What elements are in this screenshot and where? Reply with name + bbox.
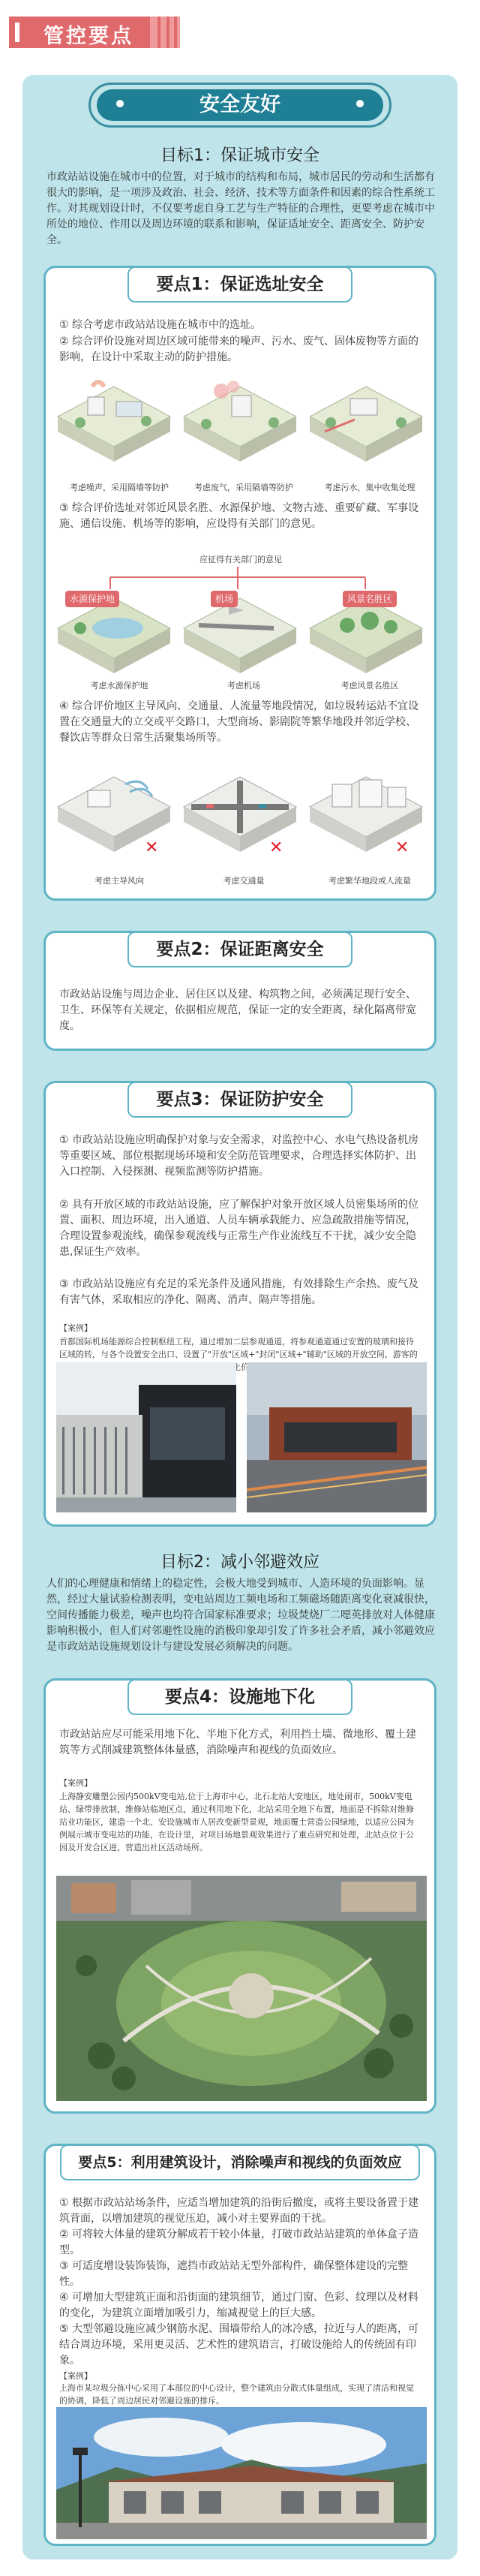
point1-item-2: ② 综合评价设施对周边区域可能带来的噪声、污水、废气、固体废物等方面的影响，在设计中采取主动的防护措施。 (59, 336, 418, 363)
point5-item-1: ① 根据市政站站场条件，应适当增加建筑的沿街后撤度，或将主要设备置于建筑背面，以增加建筑的视觉压迫，减小对主要界面的干扰。 (59, 2197, 418, 2225)
point2-text: 市政站站设施与周边企业、居住区以及建、构筑物之间，必须满足现行安全、卫生、环保等有关规定，依据相应规范，保证一定的安全距离，绿化隔离带宽度。 (59, 989, 416, 1032)
point4-case-label: 【案例】 (59, 1778, 92, 1788)
point3-item-2: ② 具有开放区域的市政站站设施，应了解保护对象开放区域人员密集场所的位置、面积、周边环境，出入通道、人员车辆承载能力、应急疏散措施等情况，合理设置参观流线，确保参观流线与正常生产作业流线互不干扰，减少安全隐患,保证生产效率。 (59, 1199, 418, 1258)
pollution-diagram (50, 376, 430, 475)
tag-airport: 机场 (211, 591, 238, 607)
section-title: 管控要点 (44, 25, 134, 48)
not-allowed-icon: ✕ (145, 838, 159, 857)
diagram1-caption-1: 考虑噪声，采用隔墙等防护 (70, 483, 169, 492)
point4-case-text: 上海静安雕塑公园内500kV变电站,位于上海市中心，北石北站大安地区，地处闹市，500kV变电站、绿带排放制，维修站临地区点，通过利用地下化，北站采用全地下布置，地面是不拆除对维修站业功能区，建造一个北、安设施城市人居改变新型景观，地面覆土营造公园绿地，以适应公园为例展示城市变电站的功能，在设计里，对项目场地景观效果进行了重点研究和处理，北站点位于公园及开发合区进，营造出社区活动场所。 (59, 1792, 414, 1852)
point3-case-label: 【案例】 (59, 1323, 92, 1333)
tag-scenic-area: 风景名胜区 (343, 591, 397, 607)
case-photo-building (56, 1362, 236, 1512)
point3-item-1: ① 市政站站设施应明确保护对象与安全需求，对监控中心、水电气热设备机房等重要区域、部位根据现场环境和安全防范管理要求，合理选择实体防护、出入口控制、入侵探测、视频监测等防护措施。 (59, 1134, 418, 1178)
goal1-title: 目标1：保证城市安全 (160, 146, 320, 165)
case-photo-street (247, 1362, 427, 1512)
point3-case-text: 首都国际机场能源综合控制枢纽工程，通过增加二层参观通道，将参观通道通过安置的玻璃和接待区域的转，与各个设置安全出口、设置了"开放"区域+"封闭"区域+"辅助"区域的开放空间，游客的 化价 (59, 1337, 418, 1372)
diagram3-caption-1: 考虑主导风向 (94, 876, 144, 886)
diagram1-caption-3: 考虑污水，集中收集处理 (324, 483, 416, 492)
not-allowed-icon: ✕ (269, 838, 284, 857)
point5-item-3: ③ 可适度增设装饰装饰，遮挡市政站站无型外部构件，确保整体建设的完整性。 (59, 2260, 408, 2288)
diagram2-caption-1: 考虑水源保护地 (90, 681, 148, 691)
point4-text: 市政站站应尽可能采用地下化、半地下化方式，利用挡土墙、微地形、覆土建筑等方式削减建筑整体体量感，消除噪声和视线的负面效应。 (59, 1729, 416, 1756)
tag-water-source: 水源保护地 (65, 591, 119, 607)
point5-item-5: ⑤ 大型邻避设施应减少钢筋水泥、围墙带给人的冰冷感，拉近与人的距离，可结合周边环境，采用更灵活、艺术性的建筑语言，打破设施给人的传统固有印象。 (59, 2323, 418, 2367)
traffic-diagram (50, 763, 430, 868)
point2-card (44, 931, 436, 1051)
diagram2-caption-3: 考虑风景名胜区 (340, 681, 399, 691)
case-photo-aerial-park (56, 1876, 427, 2101)
diagram2-top-label: 应征得有关部门的意见 (200, 555, 282, 564)
point5-title: 要点5：利用建筑设计，消除噪声和视线的负面效应 (60, 2144, 420, 2180)
point5-case-label: 【案例】 (59, 2371, 92, 2381)
diagram3-caption-3: 考虑繁华地段或人流量 (328, 876, 411, 886)
point5-card (44, 2144, 436, 2546)
point5-item-2: ② 可将较大体量的建筑分解成若干较小体量，打破市政站站建筑的单体盒子造型。 (59, 2228, 418, 2256)
section-header (0, 17, 480, 48)
case-photo-facility (56, 2407, 427, 2539)
goal1-text: 市政站站设施在城市中的位置，对于城市的结构和布局，城市居民的劳动和生活都有很大的影响，是一项涉及政治、社会、经济、技术等方面条件和因素的综合性系统工作。对其规划设计时，不仅要考虑自身工艺与生产特征的合理性，更要考虑在城市中所处的地位、作用以及周边环境的联系和影响，保证适址安全、距离安全、防护安全。 (46, 171, 435, 246)
point3-card (44, 1081, 436, 1527)
point2-title: 要点2：保证距离安全 (128, 931, 352, 968)
point5-case-text: 上海市某垃圾分拣中心采用了本部位的中心设计，整个建筑由分散式体量组成，实现了清洁和视觉的协调，降低了周边居民对邻避设施的排斥。 (59, 2383, 414, 2406)
point3-item-3: ③ 市政站站设施应有充足的采光条件及通风措施，有效排除生产余热、废气及有害气体，采取相应的净化、隔离、消声、隔声等措施。 (59, 1278, 418, 1306)
point4-title: 要点4：设施地下化 (128, 1679, 352, 1715)
banner-pill (88, 83, 392, 128)
point1-title: 要点1：保证选址安全 (128, 266, 352, 302)
goal2-text: 人们的心理健康和情绪上的稳定性，会极大地受到城市、人造环境的负面影响。显然，经过大量试验检测表明，变电站周边工频电场和工频磁场随距离变化衰减很快，空间传播能力极差，噪声也均符合国家标准要求；垃圾焚烧厂二噁英排放对人体健康影响积极小，但人们对邻避性设施的消极印象却引发了许多社会矛盾，减小邻避效应是市政站站设施规划设计与建设发展必须解决的问题。 (46, 1578, 435, 1653)
not-allowed-icon: ✕ (395, 838, 410, 857)
point1-card (44, 266, 436, 901)
site-selection-diagram (50, 567, 430, 679)
diagram3-caption-2: 考虑交通量 (223, 876, 265, 886)
diagram1-caption-2: 考虑废气，采用隔墙等防护 (194, 483, 293, 492)
point3-title: 要点3：保证防护安全 (128, 1082, 352, 1118)
banner-title: 安全友好 (97, 89, 383, 121)
point1-item-1: ① 综合考虑市政站站设施在城市中的选址。 (59, 319, 261, 331)
diagram2-caption-2: 考虑机场 (227, 681, 260, 691)
point1-item-4: ④ 综合评价地区主导风向、交通量、人流量等地段情况，如垃圾转运站不宜设置在交通量大的立交或平交路口，大型商场、影剧院等繁华地段并邻近学校、餐饮店等群众日常生活聚集场所等。 (59, 700, 418, 744)
point5-item-4: ④ 可增加大型建筑正面和沿街面的建筑细节，通过门窗、色彩、纹理以及材料的变化，为建筑立面增加吸引力，缩减视觉上的巨大感。 (59, 2292, 418, 2319)
point4-card (44, 1678, 436, 2114)
point1-item-3: ③ 综合评价选址对邻近风景名胜、水源保护地、文物古迹、重要矿藏、军事设施、通信设施、机场等的影响，应设得有关部门的意见。 (59, 502, 418, 530)
goal2-title: 目标2：减小邻避效应 (160, 1553, 320, 1572)
